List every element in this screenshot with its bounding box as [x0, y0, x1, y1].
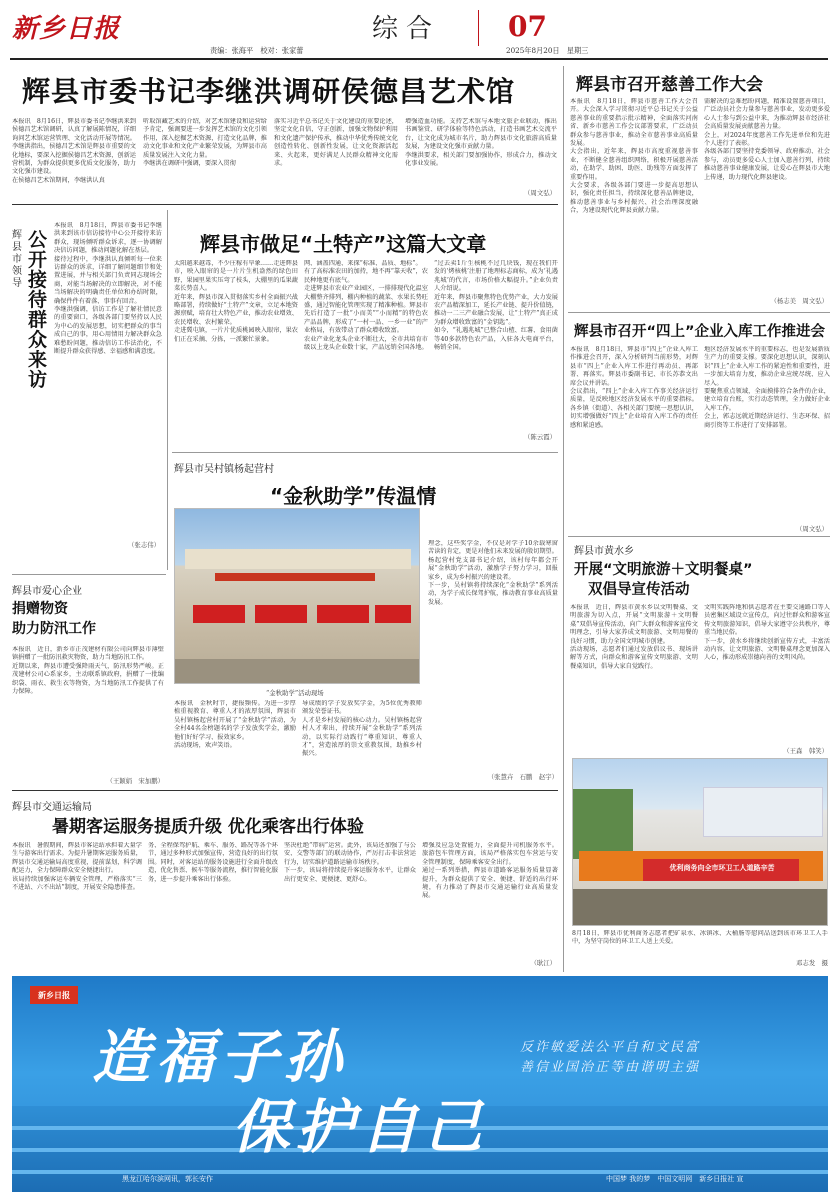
gold-photo: [174, 508, 420, 684]
enterprise-col-2: 地区经济发展水平的重要标志，也是发展新质生产力的重要支撑。要深化思想认识，深刻认识“四上”企业入库工作的紧迫性和重要性，进一步加大培育力度，推动企业应统尽统、应入尽入。 要聚焦重点领域，全面摸排符合条件的企业，建立培育台账，实行动态管理，全力做好企业入库工作。 会上，郭志远就近期经济运行、生态环保、招商引资等工作进行了安排部署。: [704, 346, 830, 429]
tech-col-1: 太阳越来越毒，不少庄稼有旱象……走进辉县市，映入眼帘的是一片片生机盎然的绿色田野，果园里果实压弯了枝头，大棚里的瓜果蔬菜长势喜人。 近年来，辉县市深入贯彻落实乡村全面振兴战略部署，持续做好“土特产”文章，立足本地资源禀赋，培育壮大特色产业，推动农业增效、农民增收、农村繁荣。 走进冀屯镇，一片片优质桃园映入眼帘，果农们正在采摘、分拣，一派繁忙景象。: [174, 260, 298, 343]
leftside-credit: （张志伟）: [128, 541, 160, 549]
lead-headline: 辉县市委书记李继洪调研侯德昌艺术馆: [22, 75, 516, 108]
gold-col-b: 导成绩的学子发放奖学金，为5位优秀教师颁发荣誉证书。 人才是乡村发展的核心动力。吴村镇杨起营村人才辈出，持续开展“金秋助学”系列活动，以实际行动践行“尊重知识、尊重人才”，营造浓厚的崇文重教氛围，助推乡村振兴。: [302, 700, 422, 758]
enterprise-credit: （周文弘）: [796, 525, 828, 533]
lead-col-4: 增强造血功能。支持艺术馆与本地文旅企业联动，推出书画鉴赏、研学体验等特色活动，打造书画艺术交流平台，让文化成为城市名片，助力辉县市文化旅游高质量发展，为建设文化强市贡献力量。 李继洪要求，相关部门要加强协作，形成合力，推动文化事业发展。: [405, 118, 557, 168]
tourism-title-2: 双倡导宣传活动: [588, 582, 690, 598]
charity-conf-col-1: 本报讯 8月18日，辉县市慈善工作大会召开。大会深入学习贯彻习近平总书记关于公益慈善事业的重要指示批示精神，全面落实河南省、新乡市慈善工作会议部署要求，广泛动员群众参与慈善事业，推动全市慈善事业高质量发展。 大会指出，近年来，辉县市高度重视慈善事业，不断健全慈善组织网络，积极开展慈善活动，在助学、助困、助医、助残等方面发挥了重要作用。 大会要求，各级各部门要进一步提高思想认识，强化责任担当，持续深化慈善品牌建设，推动慈善事业与乡村振兴、社会治理深度融合，为建设现代化辉县贡献力量。: [570, 98, 698, 215]
masthead: [0, 0, 838, 62]
tourism-col-1: 本报讯 近日，辉县市黄水乡以文明餐桌、文明旅游为切入点，开展“文明旅游＋文明餐桌”双倡导宣传活动，向广大群众和游客宣传文明理念，引导大家养成文明旅游、文明用餐的良好习惯，助力全国文明城市创建。 活动现场，志愿者们通过发放倡议书、现场讲解等方式，向群众和游客宣传文明旅游、文明餐桌知识，倡导大家自觉践行。: [570, 604, 698, 670]
traffic-credit: （耿江）: [530, 959, 556, 967]
newspaper-logo: 新乡日报: [12, 14, 121, 44]
tourism-title-1: 开展“文明旅游＋文明餐桌”: [574, 562, 753, 578]
page-number: 07: [508, 10, 547, 43]
ad-footer-right: 中国梦 我的梦 中国文明网 新乡日报社 宣: [606, 1175, 744, 1183]
lead-credit: （周文弘）: [524, 189, 556, 197]
leftside-body: 本报讯 8月18日，辉县市委书记李继洪来到该市信访接待中心公开接待来访群众，现场倾听群众诉求，逐一协调解决信访问题，推动问题化解在基层。 接待过程中，李继洪认真倾听每一位来访群众的诉求，详细了解问题细节和处置进展，并与相关部门负责同志现场会商，对能当场解决的立即解决，对不能当场解决的明确责任单位和办结时限，确保件件有着落、事事有回音。 李继洪强调，信访工作是了解社情民意的重要窗口，各级各部门要坚持以人民为中心的发展思想，切实把群众的事当成自己的事，用心用情用力解决群众急难愁盼问题，推动信访工作法治化，不断提升群众获得感、幸福感和满意度。: [54, 222, 162, 356]
charity-credit: （王颖娟 宋加鹏）: [106, 777, 164, 785]
charity-body: 本报讯 近日，新乡市正茂建材有限公司向辉县市薄壁镇捐赠了一批防汛救灾物资，助力当地防汛工作。 近期以来，辉县市遭受强降雨天气，防汛形势严峻。正茂建材公司心系家乡，主动联系镇政府，捐赠了一批编织袋、雨衣、救生衣等物资，为当地防汛工作提供了有力保障。: [12, 646, 164, 696]
photo-banner-text: 优利商务向全市环卫工人道路辛苦: [669, 864, 775, 872]
ad-slogan-2: 善信业国治正等由谐明主强: [520, 1060, 701, 1075]
gold-caption: “金秋助学”活动现场: [266, 689, 324, 697]
tourism-col-2: 文明实践阵地和供志愿者在主要交通路口等人员密集区域设立宣传点，向过往群众和游客宣传文明旅游知识，倡导大家遵守公共秩序，尊重当地民俗。 下一步，黄水乡将继续创新宣传方式，丰富活动内容，让文明旅游、文明餐桌理念更加深入人心，推动形成崇德向善的文明风尚。: [704, 604, 830, 662]
traffic-col-2: 务、全程保驾护航、乘车、服务、路况等各个环节，通过多种形式加强宣传，营造良好的出行氛围。同时，对客运站的服务设施进行全面升级改造，优化售票、候车等服务流程，推行智能化服务，进一步提升乘客出行体验。: [148, 842, 278, 883]
editors-line: 责编：张海平 校对：张家蕾: [210, 46, 304, 55]
right-photo: [572, 758, 828, 926]
ad-footer-left: 黑龙江哈尔滨网讯，郭长安作: [122, 1175, 213, 1183]
tech-headline: 辉县市做足“土特产”这篇大文章: [200, 232, 487, 256]
issue-date: 2025年8月20日 星期三: [506, 46, 589, 55]
charity-title-2: 助力防汛工作: [12, 621, 96, 637]
traffic-kicker: 辉县市交通运输局: [12, 802, 92, 813]
leftside-kicker: 辉县市领导: [12, 230, 22, 289]
leftside-title: 公开接待群众来访: [28, 229, 48, 391]
right-photo-caption: 8月18日，辉县市优利商务志愿者把矿泉水、冰镇冰、大桶肠等慰问品送到该市环卫工人手中，为坚守岗位的环卫工人送上关爱。: [572, 930, 828, 946]
gold-headline: “金秋助学”传温情: [270, 484, 437, 508]
lead-col-3: 落实习近平总书记关于文化建设的重要论述，坚定文化自信，守正创新，加强文物保护利用和文化遗产保护传承，推动中华优秀传统文化创造性转化、创新性发展，让文化资源活起来、火起来，更好满足人民群众精神文化需求。: [274, 118, 398, 168]
gold-col-a: 本报讯 金秋时节，捷报频传。为进一步厚植重视教育、尊重人才的浓厚氛围，辉县市吴村镇杨起营村开展了“金秋助学”活动，为全村44名金榜题名的学子发放奖学金，激励他们好好学习、报效家乡。 活动现场，欢声笑语。: [174, 700, 296, 750]
traffic-col-3: 坚决杜绝“带病”运营。此外，该局还加强了与公安、交警等部门的联动协作，严厉打击非法营运行为，切实维护道路运输市场秩序。 下一步，该局将持续提升客运服务水平，让群众出行更安全、更便捷、更舒心。: [284, 842, 416, 883]
enterprise-col-1: 本报讯 8月18日，辉县市“四上”企业入库工作推进会召开，深入分析研判当前形势，对辉县市“四上”企业入库工作进行再动员、再部署、再落实。辉县市委副书记、市长苏恭文出席会议并讲话。 会议指出，“四上”企业入库工作事关经济运行质量，是反映地区经济发展水平的重要指标。各乡镇（街道）、各相关部门要统一思想认识，切实增强做好“四上”企业培育入库工作的责任感和紧迫感。: [570, 346, 698, 429]
ad-title-2: 保护自己: [232, 1093, 489, 1161]
lead-col-2: 听取馆藏艺术的介绍，对艺术馆建设和运营给予肯定，强调要进一步发挥艺术馆的文化引领作用，深入挖掘艺术资源，打造文化品牌，推动文化事业和文化产业繁荣发展，为辉县市高质量发展注入文化力量。 李继洪在调研中强调，要深入贯彻: [143, 118, 267, 168]
traffic-col-1: 本报讯 暑假期间，辉县市客运站承担着大量学生与游客出行需求。为提升暑期客运服务质量，辉县市交通运输局高度重视，提前谋划，科学调配运力，全力保障群众安全便捷出行。 该局持续加强客运车辆安全管理，严格落实“三不进站、六不出站”制度，开展安全隐患排查。: [12, 842, 142, 892]
section-name: 综合: [372, 14, 441, 44]
ad-title-1: 造福子孙: [92, 1023, 349, 1091]
charity-kicker: 辉县市爱心企业: [12, 586, 82, 597]
enterprise-headline: 辉县市召开“四上”企业入库工作推进会: [574, 324, 826, 340]
tech-credit: （陈云霞）: [524, 433, 556, 441]
gold-col-c: 理念，这些奖学金，不仅是对学子10余载寒窗苦读的肯定，更是对他们未来发展的殷切期望。 杨起营村党支部书记介绍，该村每年都会开展“金秋助学”活动，激励学子努力学习，回报家乡，成为乡村振兴的建设者。 下一步，吴村镇将持续深化“金秋助学”系列活动，为学子成长保驾护航，推动教育事业高质量发展。: [428, 540, 558, 606]
ad-slogan-1: 反诈敏爱法公平自和文民富: [520, 1040, 701, 1055]
charity-conf-col-2: 需解决的急难愁盼问题，精准设置慈善项目，广泛动员社会力量参与慈善事业，发动更多爱心人士参与到公益中来，为推动辉县市经济社会高质量发展贡献慈善力量。 会上，对2024年度慈善工作先进单位和先进个人进行了表彰。 各级各部门要坚持党委领导、政府推动、社会参与，动员更多爱心人士加入慈善行列，持续推动慈善事业健康发展，让爱心在辉县市大地上传递，助力现代化辉县建设。: [704, 98, 830, 181]
tech-col-2: 网、涵盖四通、来探“标准、品质、地标”。 有了高标准农田的加持，地不再“靠天收”，农民种地更有底气。 走进辉县市农业产业园区，一排排现代化温室大棚整齐排列，棚内种植的蔬菜、水果长势旺盛，通过智能化管理实现了精准种植。辉县市先后打造了一批“小而美”“小而精”的特色农产品品牌，形成了“一村一品、一乡一业”的产业格局，有效带动了群众增收致富。 农业产业化龙头企业不断壮大，全市共培育市级以上龙头企业数十家，产品远销全国各地。: [304, 260, 428, 352]
gold-credit: （张慧卉 石鹏 赵宇）: [487, 773, 558, 781]
traffic-col-4: 增强及应急处置能力，全面提升司机服务水平。旅游包车管理方面，该局严格落实包车营运与安全管理制度，保障乘客安全出行。 通过一系列举措，辉县市道路客运服务质量显著提升，为群众提供了安全、便捷、舒适的出行环境，有力推动了辉县市交通运输行业高质量发展。: [422, 842, 558, 900]
tourism-kicker: 辉县市黄水乡: [574, 546, 634, 557]
ad-brand-logo: 新乡日报: [30, 986, 78, 1004]
public-service-ad: [12, 976, 828, 1192]
traffic-headline: 暑期客运服务提质升级 优化乘客出行体验: [52, 817, 364, 837]
tech-col-3: “过去卖1斤生核桃不过几块钱，现在我们开发的‘烤核桃’注册了地理标志商标，成为‘礼遇兆城’的代言，市场价格大幅提升。”企业负责人介绍说。 近年来，辉县市聚焦特色优势产业，大力发展农产品精深加工，延长产业链、提升价值链，推动一二三产业融合发展，让“土特产”真正成为群众增收致富的“金钥匙”。 如今，“礼遇兆城”已整合山楂、红薯、食用菌等40多款特色农产品，入驻各大电商平台，畅销全国。: [434, 260, 558, 352]
lead-col-1: 本报讯 8月16日，辉县市委书记李继洪来到侯德昌艺术馆调研，认真了解展陈情况，详细询问艺术馆运营管理、文化活动开展等情况。李继洪指出，侯德昌艺术馆是辉县市重要的文化地标，要深入挖掘侯德昌艺术资源，创新运营机制，为群众提供更多优质文化服务，助力文化强市建设。 在侯德昌艺术馆期间，李继洪认真: [12, 118, 136, 184]
charity-title-1: 捐赠物资: [12, 601, 68, 617]
charity-conf-credit: （杨志美 周文弘）: [770, 297, 828, 305]
tourism-credit: （王森 韩笑）: [783, 747, 828, 755]
gold-kicker: 辉县市吴村镇杨起营村: [174, 464, 274, 475]
charity-conf-headline: 辉县市召开慈善工作大会: [576, 75, 763, 95]
right-photo-credit: 邓志发 摄: [796, 959, 828, 967]
